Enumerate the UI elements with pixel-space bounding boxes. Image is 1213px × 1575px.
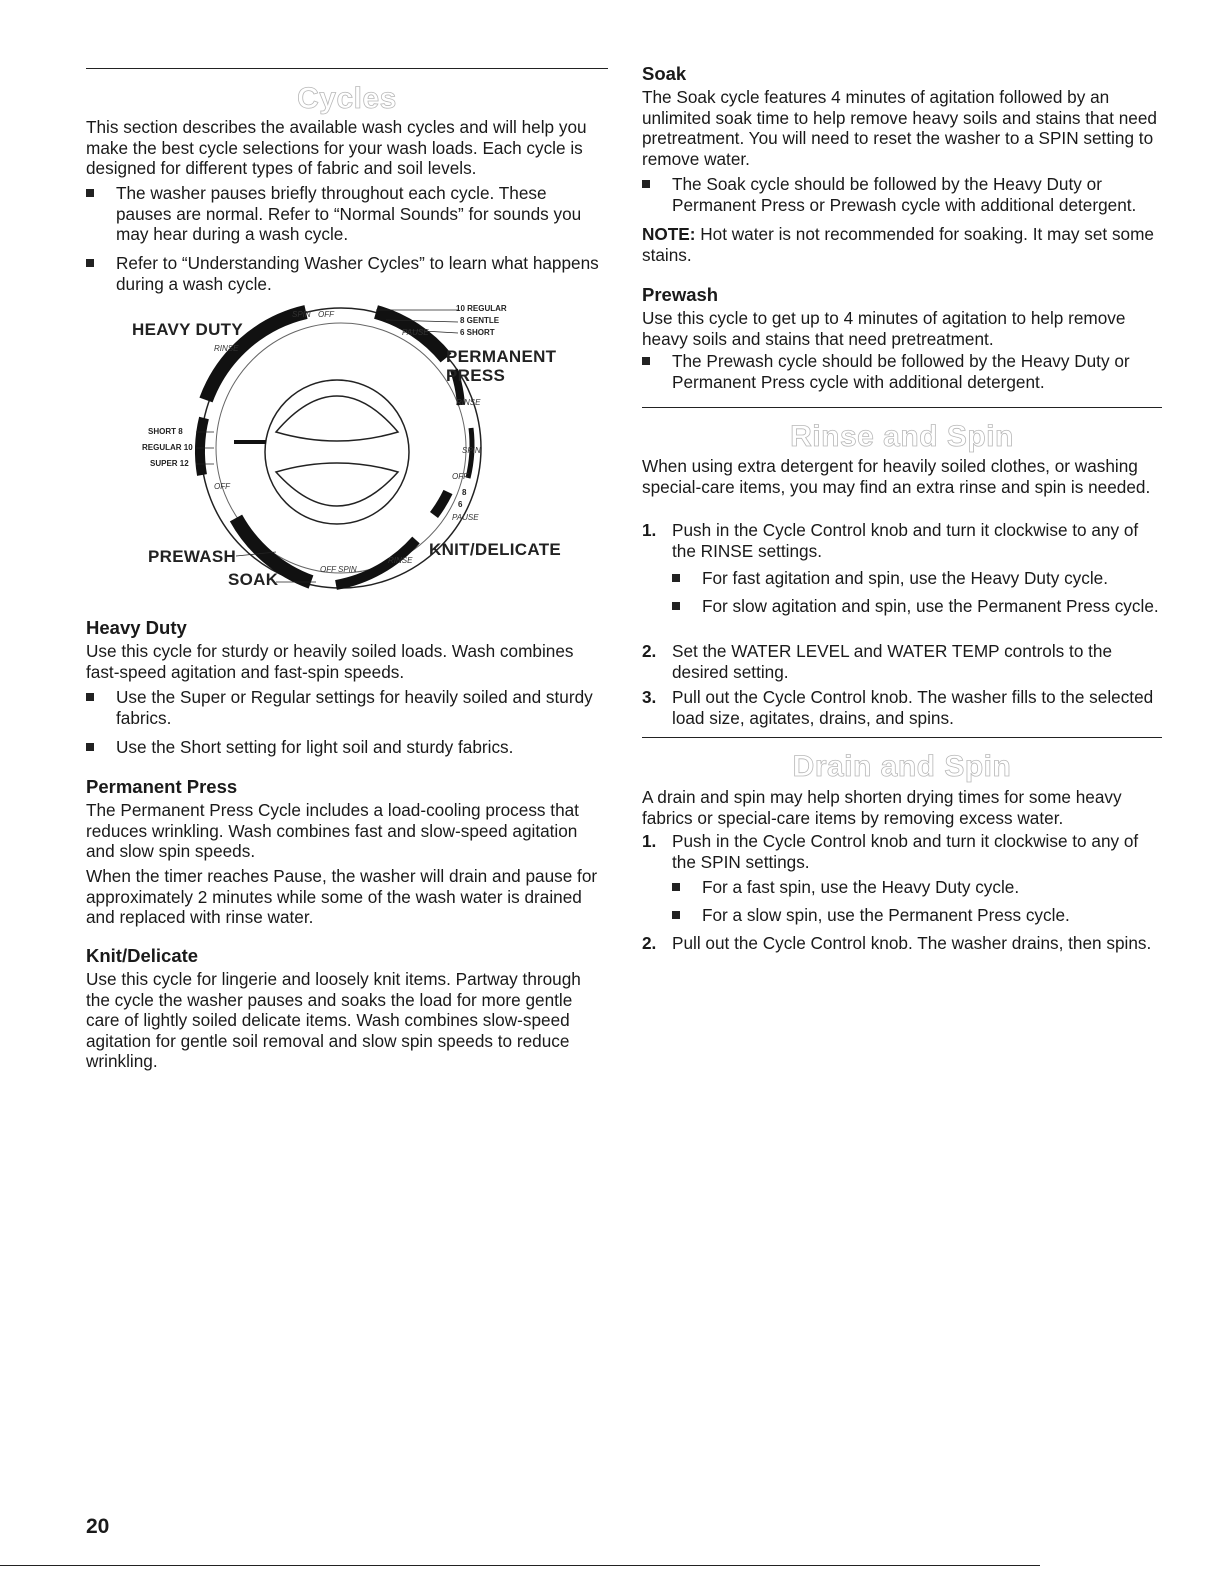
dial-mark-rinse-right: RINSE: [456, 398, 481, 407]
heading-heavy-duty: Heavy Duty: [86, 617, 187, 638]
dial-setting-short8: SHORT 8: [148, 427, 183, 436]
dial-mark-off-top: OFF: [318, 310, 334, 319]
bullet-square: [86, 743, 94, 751]
bullet-square: [672, 602, 680, 610]
page-number: 20: [86, 1515, 110, 1538]
cycles-top-rule: [86, 68, 608, 69]
permanent-press-text-2: When the timer reaches Pause, the washer will drain and pause for approximately 2 minutes while some of the wash water is drained and replaced with rinse water.: [86, 866, 598, 927]
bullet-square: [672, 574, 680, 582]
prewash-text: Use this cycle to get up to 4 minutes of agitation to help remove heavy soils and stains that need pretreatment.: [642, 308, 1126, 349]
dial-mark-pause-top: PAUSE: [402, 328, 429, 337]
bullet-square: [86, 189, 94, 197]
dial-setting-gentle: 8 GENTLE: [460, 316, 500, 325]
dial-mark-spin-bottom: SPIN: [338, 565, 357, 574]
dial-mark-spin-top: SPIN: [292, 310, 311, 319]
cycle-dial-diagram: [86, 300, 608, 610]
permanent-press-text-1: The Permanent Press Cycle includes a load-cooling process that reduces wrinkling. Wash combines fast and slow-speed agitation and slow spin speeds.: [86, 800, 579, 861]
dial-mark-six: 6: [458, 500, 463, 509]
cycles-intro: This section describes the available wash cycles and will help you make the best cycle selections for your wash loads. Each cycle is designed for different types of fabric and soil levels.: [86, 117, 587, 178]
soak-note: [642, 224, 1162, 265]
cycles-title: Cycles: [297, 82, 397, 115]
dial-mark-eight: 8: [462, 488, 467, 497]
footer-rule: [0, 1565, 1040, 1566]
dial-label-prewash: PREWASH: [148, 547, 237, 566]
dial-setting-regular10: REGULAR 10: [142, 443, 193, 452]
heading-knit-delicate: Knit/Delicate: [86, 945, 199, 966]
dial-mark-pause-right: PAUSE: [452, 513, 479, 522]
dial-mark-off-left: OFF: [214, 482, 230, 491]
dial-mark-spin-right: SPIN: [462, 446, 481, 455]
heading-soak: Soak: [642, 63, 687, 84]
dial-mark-off-bottom: OFF: [320, 565, 336, 574]
note-text: Hot water is not recommended for soaking. It may set some stains.: [642, 224, 1154, 265]
dial-label-soak: SOAK: [228, 570, 279, 589]
drain-spin-rule: [642, 737, 1162, 738]
dial-mark-rinse-left: RINSE: [214, 344, 239, 353]
dial-setting-super12: SUPER 12: [150, 459, 189, 468]
bullet-square: [642, 180, 650, 188]
dial-mark-rinse-bottom: RINSE: [388, 556, 413, 565]
bullet-square: [642, 357, 650, 365]
dial-label-heavy-duty: HEAVY DUTY: [132, 320, 244, 339]
rinse-spin-title: Rinse and Spin: [790, 420, 1014, 453]
rinse-spin-intro: When using extra detergent for heavily soiled clothes, or washing special-care items, you may find an extra rinse and spin is needed.: [642, 456, 1151, 497]
dial-label-knit-delicate: KNIT/DELICATE: [429, 540, 562, 559]
drain-spin-title: Drain and Spin: [792, 750, 1012, 783]
dial-mark-off-right: OFF: [452, 472, 468, 481]
heading-permanent-press: Permanent Press: [86, 776, 238, 797]
drain-spin-intro: A drain and spin may help shorten drying times for some heavy fabrics or special-care items by removing excess water.: [642, 787, 1122, 828]
bullet-square: [672, 911, 680, 919]
bullet-square: [86, 259, 94, 267]
dial-setting-short: 6 SHORT: [460, 328, 495, 337]
dial-setting-regular: 10 REGULAR: [456, 304, 507, 313]
bullet-square: [672, 883, 680, 891]
note-label: NOTE:: [642, 224, 696, 244]
bullet-square: [86, 693, 94, 701]
rinse-spin-rule: [642, 407, 1162, 408]
knit-delicate-text: Use this cycle for lingerie and loosely knit items. Partway through the cycle the washer pauses and soaks the load for more gentle care of lightly soiled delicate items. Wash combines slow-speed agitation for gentle soil removal and slow spin speeds to reduce wrinkling.: [86, 969, 581, 1071]
soak-text: The Soak cycle features 4 minutes of agitation followed by an unlimited soak time to help remove heavy soils and stains that need pretreatment. You will need to reset the washer to a SPIN setting to remove water.: [642, 87, 1157, 169]
heading-prewash: Prewash: [642, 284, 719, 305]
heavy-duty-text: Use this cycle for sturdy or heavily soiled loads. Wash combines fast-speed agitation and fast-spin speeds.: [86, 641, 574, 682]
dial-label-permanent-press: PERMANENT PRESS: [446, 347, 557, 385]
